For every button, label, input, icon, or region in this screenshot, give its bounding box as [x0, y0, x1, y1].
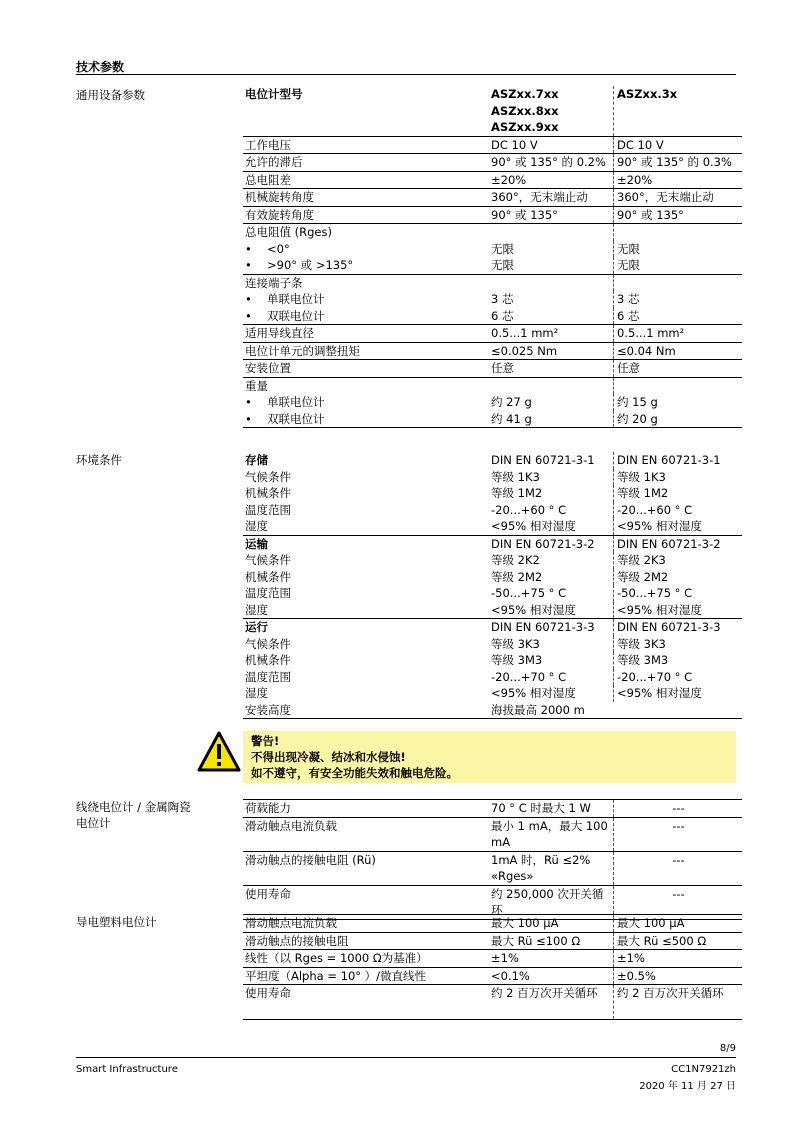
table-row: 适用导线直径 0.5...1 mm² 0.5...1 mm² — [243, 325, 742, 343]
table-row: 气候条件 等级 2K2 等级 2K3 — [245, 553, 666, 567]
table-row: 使用寿命 约 250,000 次开关循环 --- — [243, 885, 742, 919]
table-row: 运行 DIN EN 60721-3-3 DIN EN 60721-3-3 — [243, 619, 742, 636]
table-row: 气候条件 等级 3K3 等级 3K3 — [245, 636, 666, 651]
table-row: 滑动触点电流负载 最大 100 µA 最大 100 µA — [243, 915, 742, 933]
footer-company: Smart Infrastructure — [76, 1064, 178, 1075]
model-label: 电位计型号 — [245, 87, 303, 101]
table-row: 电位计单元的调整扭矩 ≤0.025 Nm ≤0.04 Nm — [243, 342, 742, 360]
table-row: 滑动触点电流负载 最小 1 mA，最大 100 mA --- — [243, 817, 742, 851]
table-row: 线性（以 Rges = 1000 Ω为基准） ±1% ±1% — [243, 950, 742, 968]
table-row: 安装位置 任意 任意 — [243, 360, 742, 378]
environment-spec-table — [243, 452, 742, 719]
model-col2: ASZxx.7xx ASZxx.8xx ASZxx.9xx — [489, 86, 614, 136]
general-spec-table — [243, 86, 742, 428]
table-row: 湿度 <95% 相对湿度 <95% 相对湿度 — [245, 602, 702, 617]
title-rule — [76, 74, 736, 75]
table-row: 有效旋转角度 90° 或 135° 90° 或 135° — [243, 206, 742, 224]
table-row: • <0° 无限 无限 — [245, 241, 640, 256]
table-row: 温度范围 -50...+75 ° C -50...+75 ° C — [245, 586, 693, 600]
wirewound-spec-table — [243, 799, 742, 920]
table-row: 机械条件 等级 1M2 等级 1M2 — [245, 486, 669, 500]
table-row: 存储 DIN EN 60721-3-1 DIN EN 60721-3-1 — [245, 453, 721, 467]
table-row: 总电阻值 (Rges) — [243, 224, 742, 241]
table-row: • 单联电位计 约 27 g 约 15 g — [245, 395, 658, 409]
table-row: 滑动触点的接触电阻 最大 Rü ≤100 Ω 最大 Rü ≤500 Ω — [243, 932, 742, 950]
table-row: 湿度 <95% 相对湿度 <95% 相对湿度 — [245, 519, 702, 533]
section-general: 通用设备参数 — [76, 88, 145, 102]
table-row: 平坦度（Alpha = 10° ）/微直线性 <0.1% ±0.5% — [243, 967, 742, 985]
footer-rule — [76, 1057, 736, 1058]
table-row: 工作电压 DC 10 V DC 10 V — [243, 136, 742, 154]
table-row: 运输 DIN EN 60721-3-2 DIN EN 60721-3-2 — [243, 535, 742, 552]
table-row: 荷载能力 70 ° C 时最大 1 W --- — [243, 800, 742, 818]
warning-box — [243, 731, 736, 783]
table-row: 连接端子条 — [243, 274, 742, 291]
section-environment: 环境条件 — [76, 453, 122, 467]
section-plastic: 导电塑料电位计 — [76, 915, 157, 929]
page-number: 8/9 — [719, 1043, 736, 1054]
model-col3: ASZxx.3x — [617, 87, 678, 101]
table-row: 总电阻差 ±20% ±20% — [243, 171, 742, 189]
warning-text-2: 如不遵守，有安全功能失效和触电危险。 — [251, 766, 458, 780]
table-row: • 单联电位计 3 芯 3 芯 — [245, 292, 640, 306]
table-row: 气候条件 等级 1K3 等级 1K3 — [245, 469, 666, 484]
footer-date: 2020 年 11 月 27 日 — [639, 1081, 736, 1092]
table-row: 重量 — [243, 377, 742, 394]
table-row: 允许的滞后 90° 或 135° 的 0.2% 90° 或 135° 的 0.3% — [243, 154, 742, 172]
plastic-spec-table — [243, 914, 742, 1020]
table-row: 滑动触点的接触电阻 (Rü) 1mA 时，Rü ≤2% «Rges» --- — [243, 851, 742, 885]
footer-doc-id: CC1N7921zh — [671, 1064, 736, 1075]
warning-title: 警告! — [251, 734, 280, 748]
table-row: 使用寿命 约 2 百万次开关循环 约 2 百万次开关循环 — [243, 985, 742, 1020]
table-row: 湿度 <95% 相对湿度 <95% 相对湿度 — [245, 686, 702, 700]
table-row: 机械条件 等级 3M3 等级 3M3 — [245, 653, 669, 667]
table-row: 机械条件 等级 2M2 等级 2M2 — [245, 569, 669, 584]
table-row: • >90° 或 >135° 无限 无限 — [245, 258, 640, 272]
table-row: 温度范围 -20...+60 ° C -20...+60 ° C — [245, 502, 693, 517]
table-row: • 双联电位计 6 芯 6 芯 — [245, 308, 640, 323]
table-row: 机械旋转角度 360°，无末端止动 360°，无末端止动 — [243, 189, 742, 207]
warning-text-1: 不得出现冷凝、结冰和水侵蚀! — [251, 750, 406, 764]
warning-triangle-icon — [196, 730, 242, 774]
table-row: • 双联电位计 约 41 g 约 20 g — [243, 411, 742, 428]
table-row: 安装高度 海拔最高 2000 m — [243, 702, 742, 719]
table-row: 温度范围 -20...+70 ° C -20...+70 ° C — [245, 669, 693, 684]
section-wirewound: 线绕电位计 / 金属陶瓷 电位计 — [76, 800, 191, 830]
page-title: 技术参数 — [76, 60, 125, 74]
